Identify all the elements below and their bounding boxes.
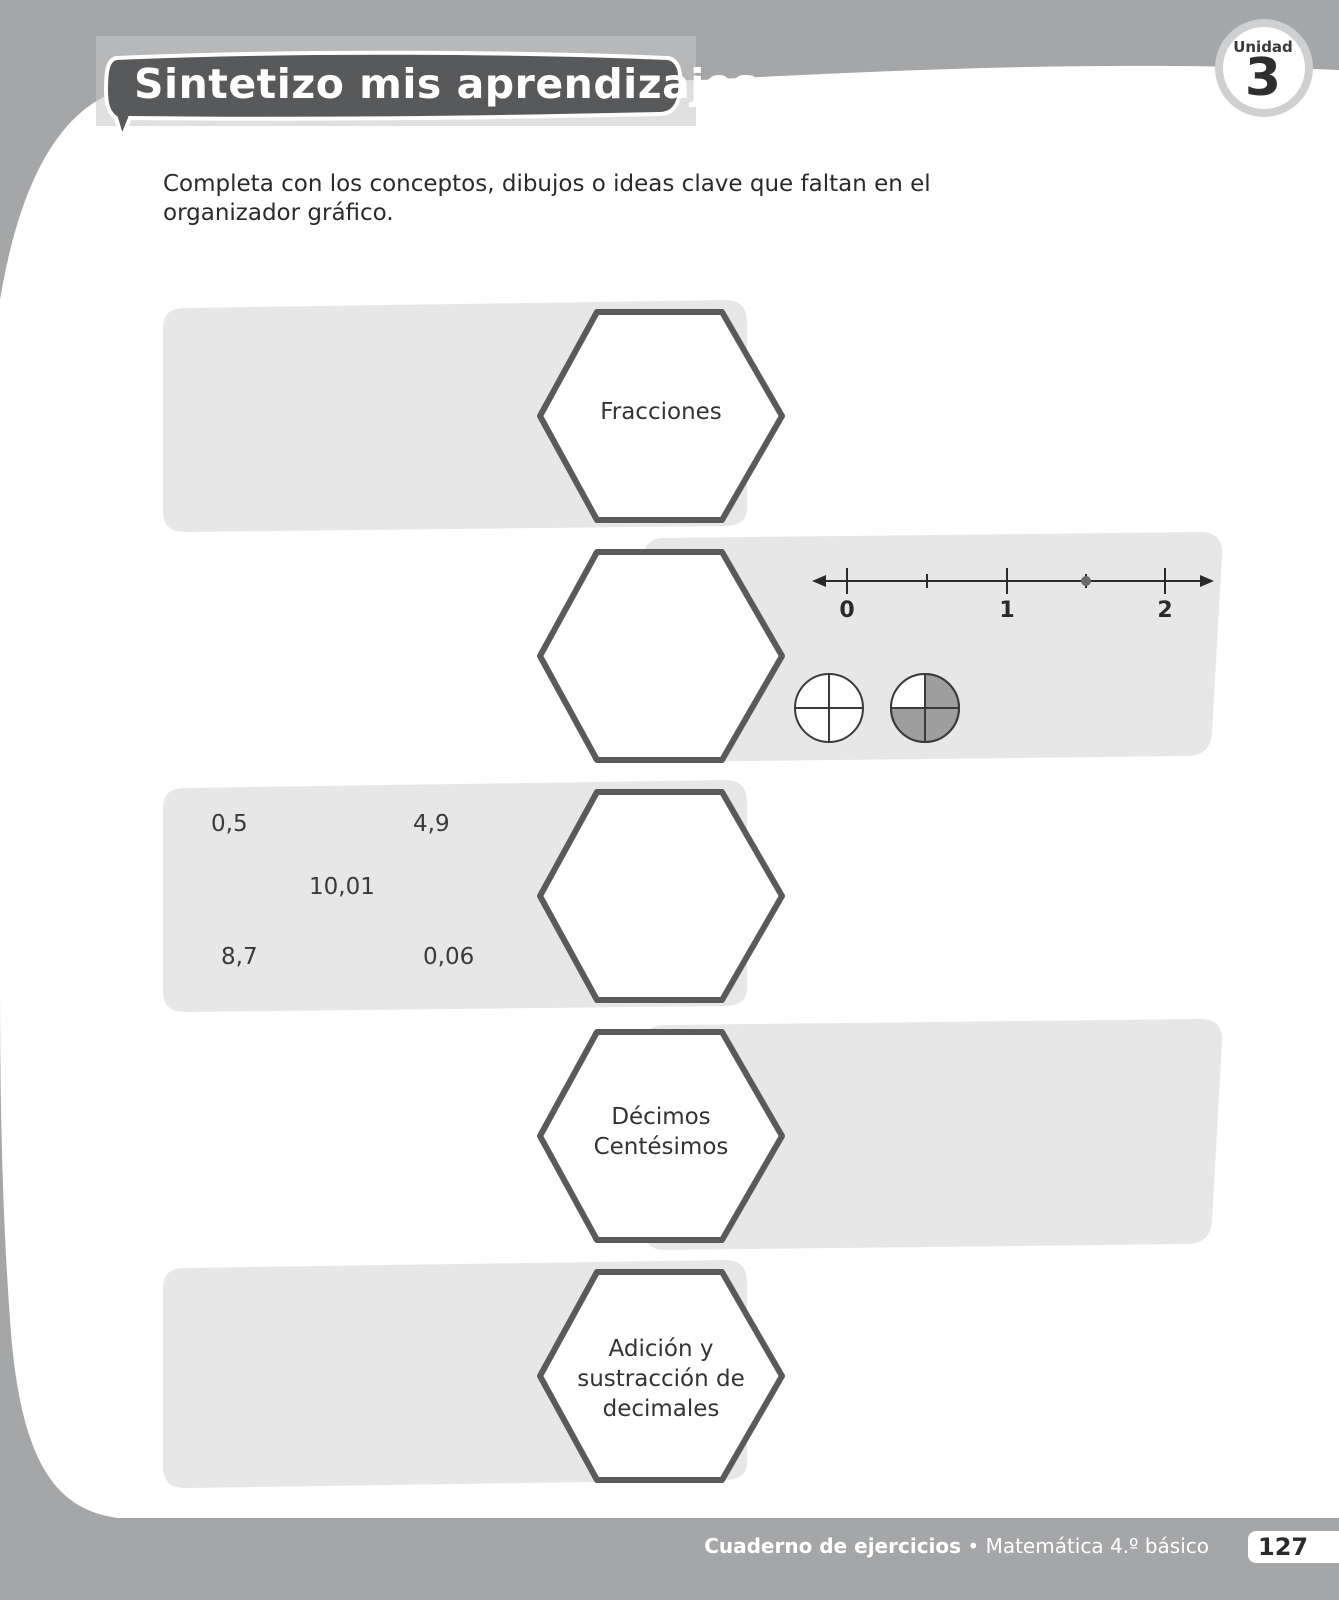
footer-separator: • bbox=[967, 1534, 980, 1558]
fraction-circle-empty bbox=[795, 674, 863, 742]
decimal-number: 8,7 bbox=[221, 944, 258, 970]
decimal-number: 0,5 bbox=[211, 811, 248, 837]
unit-label: Unidad bbox=[1233, 38, 1293, 56]
page-number: 127 bbox=[1248, 1531, 1339, 1563]
fraction-circle-shaded bbox=[891, 674, 959, 742]
footer-book: Cuaderno de ejercicios bbox=[704, 1534, 962, 1558]
hexagon-label-decimos: Décimos Centésimos bbox=[593, 1104, 729, 1160]
hexagon-label-fracciones: Fracciones bbox=[600, 399, 722, 425]
unit-number: 3 bbox=[1244, 48, 1282, 108]
page-title: Sintetizo mis aprendizajes bbox=[134, 60, 759, 108]
tick-label-1: 1 bbox=[999, 598, 1015, 623]
footer-band bbox=[0, 1518, 1339, 1600]
marked-point bbox=[1081, 576, 1091, 586]
decimal-number: 4,9 bbox=[413, 811, 450, 837]
instructions-text: Completa con los conceptos, dibujos o ideas clave que faltan en el organizador gráfico. bbox=[163, 171, 931, 226]
hexagon-label-adicion: Adición y sustracción de decimales bbox=[577, 1336, 745, 1422]
tick-label-2: 2 bbox=[1157, 598, 1173, 623]
footer-subject: Matemática 4.º básico bbox=[985, 1534, 1209, 1558]
decimal-number: 10,01 bbox=[309, 874, 375, 900]
footer-text bbox=[704, 1534, 1209, 1558]
decimal-number: 0,06 bbox=[423, 944, 475, 970]
tick-label-0: 0 bbox=[839, 598, 855, 623]
